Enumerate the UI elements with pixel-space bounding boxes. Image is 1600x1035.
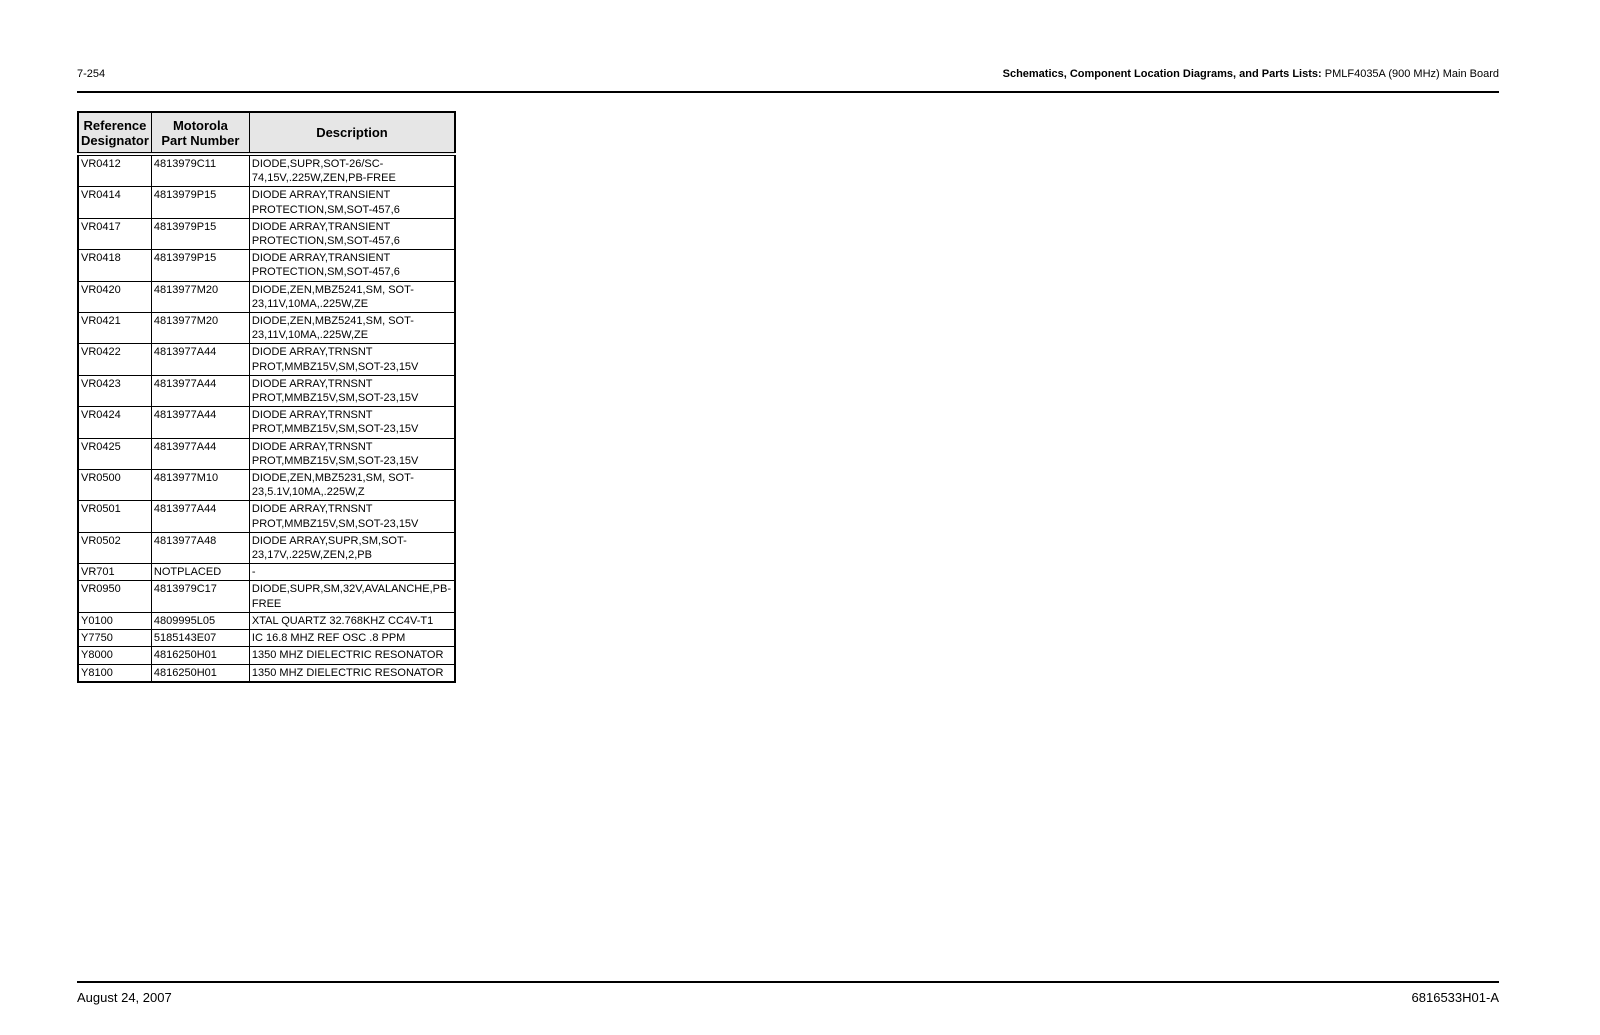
part-number-cell: 4816250H01 xyxy=(151,647,249,664)
part-number-cell: 4813979P15 xyxy=(151,218,249,249)
ref-designator-cell: VR0500 xyxy=(78,470,151,501)
ref-designator-cell: VR0412 xyxy=(78,154,151,187)
table-row xyxy=(78,438,455,469)
ref-designator-cell: Y8000 xyxy=(78,647,151,664)
description-cell: - xyxy=(249,564,455,581)
table-row xyxy=(78,612,455,629)
description-cell: DIODE ARRAY,TRANSIENT PROTECTION,SM,SOT-457,6 xyxy=(249,187,455,218)
description-cell: DIODE,SUPR,SM,32V,AVALANCHE,PB-FREE xyxy=(249,581,455,612)
ref-designator-cell: VR0421 xyxy=(78,313,151,344)
table-row xyxy=(78,218,455,249)
table-row xyxy=(78,501,455,532)
description-cell: DIODE ARRAY,TRNSNT PROT,MMBZ15V,SM,SOT-23,15V xyxy=(249,375,455,406)
header-part-number: Motorola Part Number xyxy=(151,112,249,154)
part-number-cell: 4813977A44 xyxy=(151,344,249,375)
table-row xyxy=(78,250,455,281)
ref-designator-cell: VR0417 xyxy=(78,218,151,249)
header-title-rest: PMLF4035A (900 MHz) Main Board xyxy=(1321,68,1499,80)
table-row xyxy=(78,664,455,682)
description-cell: DIODE ARRAY,TRNSNT PROT,MMBZ15V,SM,SOT-23,15V xyxy=(249,407,455,438)
table-row xyxy=(78,281,455,312)
ref-designator-cell: VR0425 xyxy=(78,438,151,469)
description-cell: DIODE ARRAY,TRNSNT PROT,MMBZ15V,SM,SOT-23,15V xyxy=(249,438,455,469)
part-number-cell: 4813977A48 xyxy=(151,532,249,563)
header-rule xyxy=(77,91,1499,93)
ref-designator-cell: VR701 xyxy=(78,564,151,581)
table-row xyxy=(78,407,455,438)
description-cell: 1350 MHZ DIELECTRIC RESONATOR xyxy=(249,664,455,682)
footer-rule xyxy=(77,981,1499,983)
table-body xyxy=(78,154,455,682)
part-number-cell: 4809995L05 xyxy=(151,612,249,629)
description-cell: DIODE ARRAY,TRANSIENT PROTECTION,SM,SOT-457,6 xyxy=(249,218,455,249)
table-row xyxy=(78,154,455,187)
description-cell: IC 16.8 MHZ REF OSC .8 PPM xyxy=(249,630,455,647)
part-number-cell: 4813979P15 xyxy=(151,250,249,281)
part-number-cell: 4813977A44 xyxy=(151,438,249,469)
table-row xyxy=(78,532,455,563)
header-reference-designator: Reference Designator xyxy=(78,112,151,154)
ref-designator-cell: Y8100 xyxy=(78,664,151,682)
ref-designator-cell: VR0418 xyxy=(78,250,151,281)
part-number-cell: 4813977A44 xyxy=(151,407,249,438)
part-number-cell: 4813979P15 xyxy=(151,187,249,218)
part-number-cell: 4813977A44 xyxy=(151,375,249,406)
part-number-cell: 4813977M20 xyxy=(151,281,249,312)
page-number: 7-254 xyxy=(77,68,106,80)
part-number-cell: 4813979C11 xyxy=(151,154,249,187)
ref-designator-cell: VR0414 xyxy=(78,187,151,218)
ref-designator-cell: VR0423 xyxy=(78,375,151,406)
ref-designator-cell: VR0422 xyxy=(78,344,151,375)
part-number-cell: 4813979C17 xyxy=(151,581,249,612)
description-cell: DIODE,ZEN,MBZ5231,SM, SOT-23,5.1V,10MA,.225W,Z xyxy=(249,470,455,501)
table-row xyxy=(78,630,455,647)
parts-list-table xyxy=(77,111,456,683)
table-row xyxy=(78,313,455,344)
header-title xyxy=(1003,68,1499,80)
table-row xyxy=(78,564,455,581)
description-cell: DIODE ARRAY,TRANSIENT PROTECTION,SM,SOT-457,6 xyxy=(249,250,455,281)
header-description: Description xyxy=(249,112,455,154)
part-number-cell: 4813977A44 xyxy=(151,501,249,532)
ref-designator-cell: VR0950 xyxy=(78,581,151,612)
table-row xyxy=(78,647,455,664)
table-row xyxy=(78,344,455,375)
part-number-cell: NOTPLACED xyxy=(151,564,249,581)
table-row xyxy=(78,187,455,218)
table-row xyxy=(78,581,455,612)
part-number-cell: 5185143E07 xyxy=(151,630,249,647)
ref-designator-cell: VR0424 xyxy=(78,407,151,438)
part-number-cell: 4813977M20 xyxy=(151,313,249,344)
description-cell: DIODE,SUPR,SOT-26/SC-74,15V,.225W,ZEN,PB-FREE xyxy=(249,154,455,187)
description-cell: DIODE ARRAY,TRNSNT PROT,MMBZ15V,SM,SOT-23,15V xyxy=(249,501,455,532)
description-cell: 1350 MHZ DIELECTRIC RESONATOR xyxy=(249,647,455,664)
part-number-cell: 4816250H01 xyxy=(151,664,249,682)
description-cell: DIODE ARRAY,SUPR,SM,SOT-23,17V,.225W,ZEN,2,PB xyxy=(249,532,455,563)
description-cell: DIODE,ZEN,MBZ5241,SM, SOT-23,11V,10MA,.225W,ZE xyxy=(249,281,455,312)
footer-date: August 24, 2007 xyxy=(77,990,172,1005)
ref-designator-cell: VR0502 xyxy=(78,532,151,563)
description-cell: XTAL QUARTZ 32.768KHZ CC4V-T1 xyxy=(249,612,455,629)
footer-doc-number: 6816533H01-A xyxy=(1411,990,1499,1005)
ref-designator-cell: VR0501 xyxy=(78,501,151,532)
header-title-bold: Schematics, Component Location Diagrams, and Parts Lists: xyxy=(1002,68,1322,80)
table-header-row xyxy=(78,112,455,154)
ref-designator-cell: Y7750 xyxy=(78,630,151,647)
description-cell: DIODE ARRAY,TRNSNT PROT,MMBZ15V,SM,SOT-23,15V xyxy=(249,344,455,375)
part-number-cell: 4813977M10 xyxy=(151,470,249,501)
ref-designator-cell: VR0420 xyxy=(78,281,151,312)
table-row xyxy=(78,375,455,406)
ref-designator-cell: Y0100 xyxy=(78,612,151,629)
table-row xyxy=(78,470,455,501)
description-cell: DIODE,ZEN,MBZ5241,SM, SOT-23,11V,10MA,.225W,ZE xyxy=(249,313,455,344)
